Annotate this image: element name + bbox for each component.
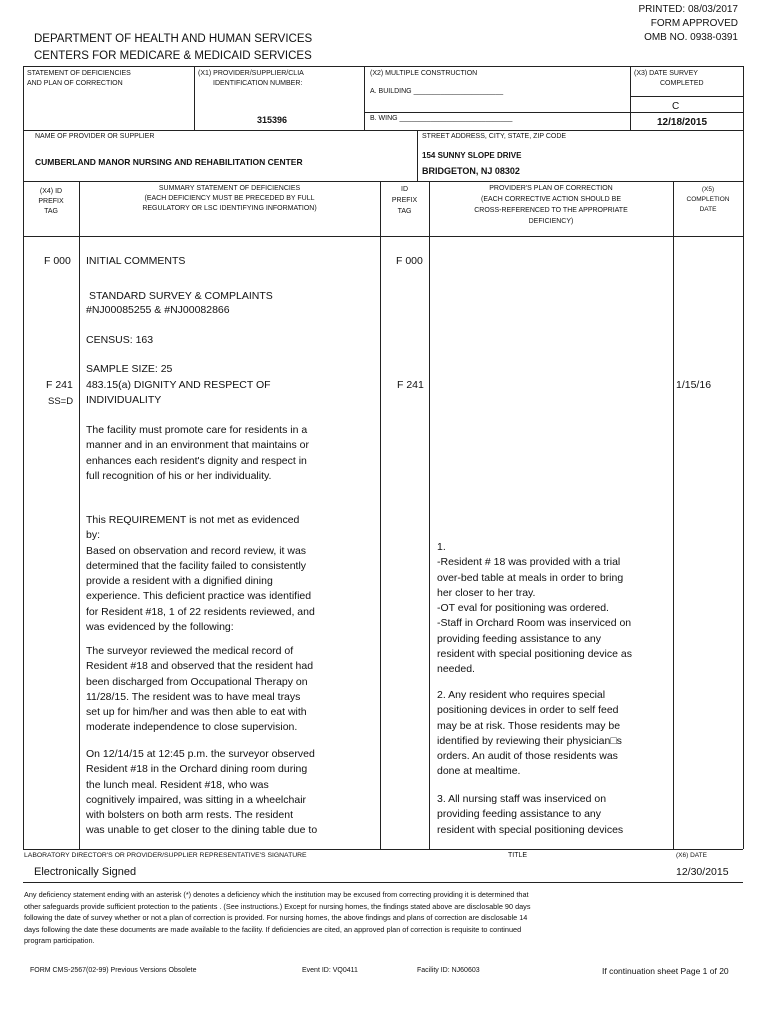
tag-f000-right: F 000 — [396, 255, 423, 267]
plan-item-1: 1. -Resident # 18 was provided with a trial over-bed table at meals in order to bring her closer to her tray. -OT eval for positioning was ordered. -Staff in Orchard Room was inserviced on providing feeding assistance to any resident with special positioning device as needed. — [437, 541, 632, 676]
id-header: PREFIX — [391, 197, 418, 204]
signature-label: LABORATORY DIRECTOR'S OR PROVIDER/SUPPLIER REPRESENTATIVE'S SIGNATURE — [24, 852, 307, 859]
address-label: STREET ADDRESS, CITY, STATE, ZIP CODE — [422, 133, 567, 140]
rule — [380, 181, 381, 849]
rule — [743, 66, 744, 849]
provider-name: CUMBERLAND MANOR NURSING AND REHABILITATION CENTER — [35, 157, 303, 167]
address-line1: 154 SUNNY SLOPE DRIVE — [422, 151, 522, 160]
x1-label: IDENTIFICATION NUMBER: — [213, 80, 303, 87]
sample-size: SAMPLE SIZE: 25 — [86, 363, 173, 375]
f241-title: 483.15(a) DIGNITY AND RESPECT OF — [86, 379, 271, 391]
disclaimer: Any deficiency statement ending with an asterisk (*) denotes a deficiency which the institution may be excused from correcting providing it is determined that other safeguards provide sufficient protection to the patients . (See instructions.) Except for nursing homes, the findings stated above are disclosable 90 days following the date of survey whether or not a plan of correction is provided. For nursing homes, the above findings and plans of correction are disclosable 14 days following the date these documents are made available to the facility. If deficiencies are cited, an approved plan of correction is requisite to continued program participation. — [24, 890, 531, 945]
rule — [417, 130, 418, 181]
f241-title: INDIVIDUALITY — [86, 394, 162, 406]
building-field: A. BUILDING _______________________ — [370, 88, 504, 95]
signature-date: 12/30/2015 — [676, 866, 729, 878]
rule — [23, 130, 743, 131]
census: CENSUS: 163 — [86, 334, 154, 346]
plan-item-2: 2. Any resident who requires special positioning devices in order to self feed may be at risk. Those residents may be identified by reviewing their physician□s orders. An audit of those residents was done at mealtime. — [437, 689, 622, 778]
rule — [23, 66, 743, 67]
id-header: TAG — [397, 208, 412, 215]
summary-header: REGULATORY OR LSC IDENTIFYING INFORMATION) — [142, 205, 317, 212]
event-id: Event ID: VQ0411 — [302, 967, 358, 974]
omb-number: OMB NO. 0938-0391 — [644, 32, 738, 43]
finding-paragraph: This REQUIREMENT is not met as evidenced by: Based on observation and record review, it was determined that the facility failed to consistently provide a resident with a dignified dining experience. This deficient practice was identified for Resident #18, 1 of 22 residents reviewed, and was evidenced by the following: — [86, 514, 315, 634]
department-title: DEPARTMENT OF HEALTH AND HUMAN SERVICES — [34, 33, 313, 45]
agency-title: CENTERS FOR MEDICARE & MEDICAID SERVICES — [34, 50, 312, 62]
rule — [630, 66, 631, 130]
id-header: ID — [401, 186, 408, 193]
observation-paragraph: On 12/14/15 at 12:45 p.m. the surveyor observed Resident #18 in the Orchard dining room during the lunch meal. Resident #18, who was cognitively impaired, was sitting in a wheelchair with bolsters on both arm rests. The resident was unable to get closer to the dining table due to — [86, 748, 318, 837]
severity-scope: SS=D — [48, 396, 74, 407]
x3-label: (X3) DATE SURVEY — [634, 70, 698, 77]
rule — [429, 181, 430, 849]
plan-header: CROSS-REFERENCED TO THE APPROPRIATE — [474, 207, 628, 214]
printed-date: PRINTED: 08/03/2017 — [638, 4, 738, 15]
tag-f000: F 000 — [44, 255, 71, 267]
provider-name-label: NAME OF PROVIDER OR SUPPLIER — [35, 133, 155, 140]
rule — [364, 112, 743, 113]
rule — [630, 96, 743, 97]
complaint-ids: #NJ00085255 & #NJ00082866 — [86, 304, 230, 316]
tag-f241-right: F 241 — [397, 379, 424, 391]
standard-survey: STANDARD SURVEY & COMPLAINTS — [89, 290, 273, 302]
rule — [673, 181, 674, 849]
x5-header: COMPLETION — [686, 196, 730, 203]
provider-id: 315396 — [257, 115, 288, 125]
date-label: (X6) DATE — [676, 852, 707, 859]
plan-header: DEFICIENCY) — [528, 218, 574, 225]
rule — [79, 181, 80, 849]
plan-item-3: 3. All nursing staff was inserviced on providing feeding assistance to any resident with special positioning devices — [437, 793, 624, 836]
facility-id: Facility ID: NJ60603 — [417, 967, 480, 974]
form-approved: FORM APPROVED — [650, 18, 738, 29]
initial-comments: INITIAL COMMENTS — [86, 255, 186, 267]
plan-header: PROVIDER'S PLAN OF CORRECTION — [489, 185, 613, 192]
record-review-paragraph: The surveyor reviewed the medical record of Resident #18 and observed that the resident had been discharged from Occupational Therapy on 11/28/15. The resident was to have meal trays set up for him/her and was then able to eat with moderate independence to close supervision. — [86, 645, 314, 734]
completion-date: 1/15/16 — [676, 379, 712, 391]
x5-header: DATE — [699, 206, 717, 213]
x5-header: (X5) — [701, 186, 715, 193]
statement-label: AND PLAN OF CORRECTION — [27, 80, 123, 87]
x3-label: COMPLETED — [660, 80, 704, 87]
x4-header: TAG — [44, 208, 58, 215]
title-label: TITLE — [508, 852, 528, 859]
continuation-page: If continuation sheet Page 1 of 20 — [602, 966, 729, 976]
address-line2: BRIDGETON, NJ 08302 — [422, 166, 520, 176]
survey-code: C — [672, 101, 680, 112]
x4-header: (X4) ID — [39, 188, 63, 195]
plan-header: (EACH CORRECTIVE ACTION SHOULD BE — [480, 196, 622, 203]
form-id: FORM CMS-2567(02-99) Previous Versions Obsolete — [30, 967, 197, 974]
rule — [364, 66, 365, 130]
x4-header: PREFIX — [38, 198, 64, 205]
rule — [23, 181, 743, 182]
rule — [23, 236, 743, 237]
tag-f241: F 241 — [46, 379, 73, 391]
requirement-paragraph: The facility must promote care for residents in a manner and in an environment that maintains or enhances each resident's dignity and respect in full recognition of his or her individuality. — [86, 424, 309, 482]
x1-label: (X1) PROVIDER/SUPPLIER/CLIA — [198, 70, 304, 77]
statement-label: STATEMENT OF DEFICIENCIES — [27, 70, 131, 77]
rule — [23, 849, 743, 850]
rule — [23, 66, 24, 849]
summary-header: SUMMARY STATEMENT OF DEFICIENCIES — [158, 185, 301, 192]
rule — [23, 882, 743, 883]
x2-label: (X2) MULTIPLE CONSTRUCTION — [370, 70, 478, 77]
wing-field: B. WING _____________________________ — [370, 115, 513, 122]
rule — [194, 66, 195, 130]
signature-value: Electronically Signed — [34, 866, 137, 878]
summary-header: (EACH DEFICIENCY MUST BE PRECEDED BY FULL — [144, 195, 315, 202]
survey-date: 12/18/2015 — [657, 117, 708, 128]
